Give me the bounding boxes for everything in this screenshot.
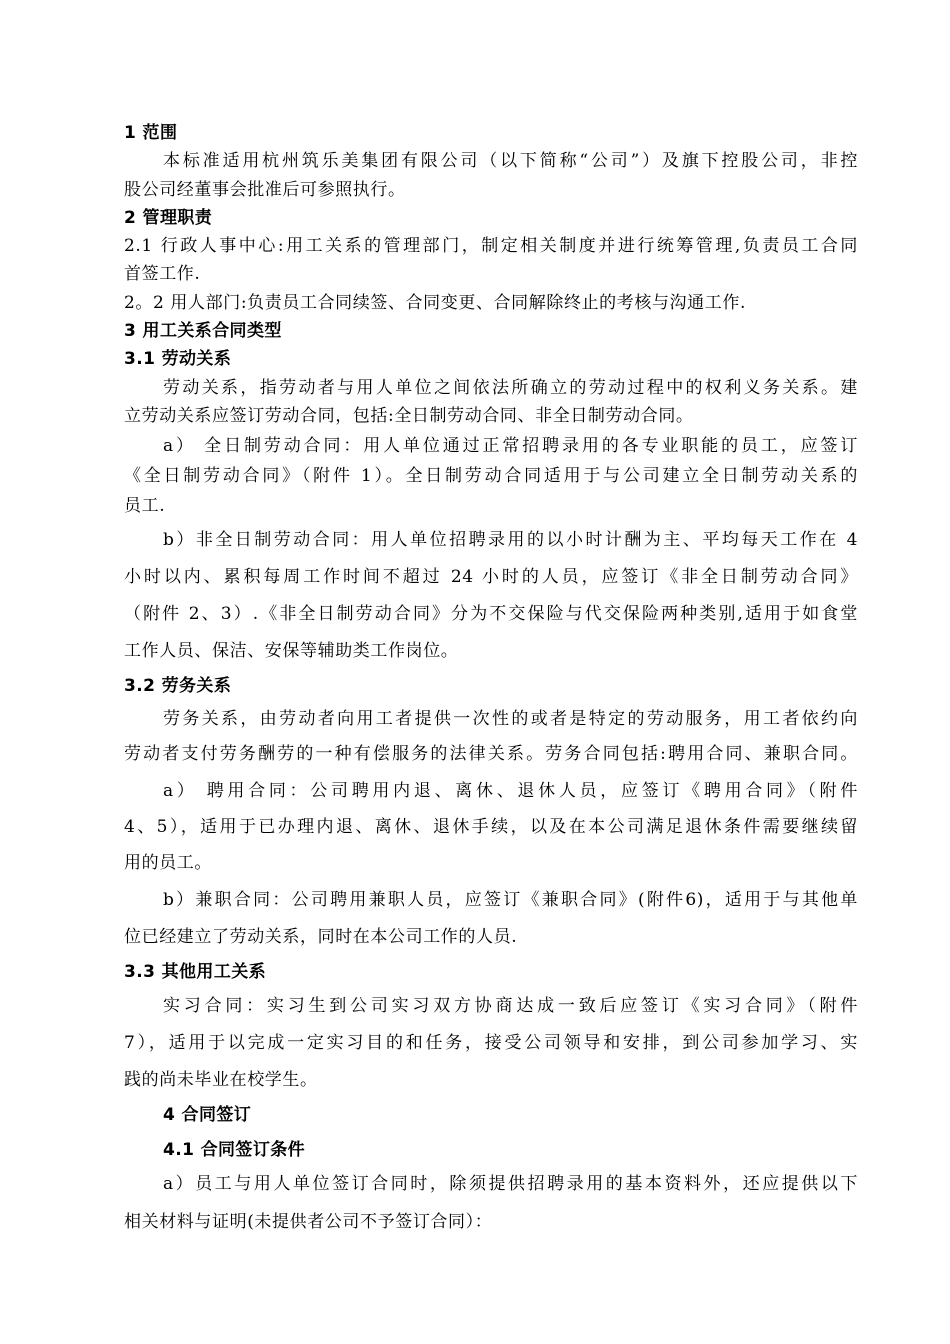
section-3-2-paragraph-line-1: 劳务关系，由劳动者向用工者提供一次性的或者是特定的劳动服务，用工者依约向 bbox=[163, 709, 858, 729]
section-3-2-item-a-line-1: a） 聘用合同：公司聘用内退、离休、退休人员，应签订《聘用合同》（附件 bbox=[163, 781, 858, 801]
section-2-2-line: 2。2 用人部门:负责员工合同续签、合同变更、合同解除终止的考核与沟通工作. bbox=[124, 293, 746, 313]
section-1-heading: 1 范围 bbox=[124, 123, 178, 143]
section-3-2-item-b-line-1: b）兼职合同：公司聘用兼职人员，应签订《兼职合同》(附件6)，适用于与其他单 bbox=[163, 890, 858, 910]
section-4-1-item-a-line-2: 相关材料与证明(未提供者公司不予签订合同）： bbox=[124, 1212, 493, 1232]
section-3-3-paragraph-line-1: 实习合同：实习生到公司实习双方协商达成一致后应签订《实习合同》（附件 bbox=[163, 996, 858, 1016]
section-3-1-paragraph-line-1: 劳动关系，指劳动者与用人单位之间依法所确立的劳动过程中的权利义务关系。建 bbox=[163, 378, 858, 398]
section-3-1-paragraph-line-2: 立劳动关系应签订劳动合同，包括:全日制劳动合同、非全日制劳动合同。 bbox=[124, 406, 694, 426]
section-3-1-item-b-line-3: （附件 2、3）.《非全日制劳动合同》分为不交保险与代交保险两种类别,适用于如食堂 bbox=[124, 604, 858, 624]
section-1-paragraph-line-2: 股公司经董事会批准后可参照执行。 bbox=[124, 180, 406, 200]
section-3-3-heading: 3.3 其他用工关系 bbox=[124, 962, 267, 982]
section-3-2-item-b-line-2: 位已经建立了劳动关系，同时在本公司工作的人员. bbox=[124, 927, 518, 947]
section-4-heading: 4 合同签订 bbox=[163, 1105, 252, 1125]
section-3-1-item-a-line-1: a） 全日制劳动合同：用人单位通过正常招聘录用的各专业职能的员工，应签订 bbox=[163, 436, 858, 456]
section-3-2-heading: 3.2 劳务关系 bbox=[124, 676, 232, 696]
section-2-1-line-1: 2.1 行政人事中心:用工关系的管理部门，制定相关制度并进行统筹管理,负责员工合同 bbox=[124, 236, 858, 256]
section-3-3-paragraph-line-3: 践的尚未毕业在校学生。 bbox=[124, 1070, 318, 1090]
section-3-1-heading: 3.1 劳动关系 bbox=[124, 349, 232, 369]
section-3-1-item-b-line-1: b）非全日制劳动合同：用人单位招聘录用的以小时计酬为主、平均每天工作在 4 bbox=[163, 530, 858, 550]
section-3-1-item-a-line-2: 《全日制劳动合同》（附件 1）。全日制劳动合同适用于与公司建立全日制劳动关系的 bbox=[124, 466, 858, 486]
section-3-2-item-a-line-3: 用的员工。 bbox=[124, 853, 212, 873]
section-2-1-line-2: 首签工作. bbox=[124, 264, 201, 284]
section-3-heading: 3 用工关系合同类型 bbox=[124, 321, 282, 341]
section-3-1-item-a-line-3: 员工. bbox=[124, 496, 166, 516]
section-4-1-heading: 4.1 合同签订条件 bbox=[163, 1140, 306, 1160]
section-3-1-item-b-line-2: 小时以内、累积每周工作时间不超过 24 小时的人员，应签订《非全日制劳动合同》 bbox=[124, 567, 858, 587]
section-3-3-paragraph-line-2: 7），适用于以完成一定实习目的和任务，接受公司领导和安排，到公司参加学习、实 bbox=[124, 1033, 858, 1053]
section-4-1-item-a-line-1: a）员工与用人单位签订合同时，除须提供招聘录用的基本资料外，还应提供以下 bbox=[163, 1174, 858, 1194]
section-3-2-paragraph-line-2: 劳动者支付劳务酬劳的一种有偿服务的法律关系。劳务合同包括:聘用合同、兼职合同。 bbox=[124, 744, 858, 764]
section-3-2-item-a-line-2: 4、5），适用于已办理内退、离休、退休手续，以及在本公司满足退休条件需要继续留 bbox=[124, 817, 858, 837]
section-3-1-item-b-line-4: 工作人员、保洁、安保等辅助类工作岗位。 bbox=[124, 641, 459, 661]
section-2-heading: 2 管理职责 bbox=[124, 208, 213, 228]
section-1-paragraph-line-1: 本标准适用杭州筑乐美集团有限公司（以下简称“公司”）及旗下控股公司，非控 bbox=[163, 151, 858, 171]
